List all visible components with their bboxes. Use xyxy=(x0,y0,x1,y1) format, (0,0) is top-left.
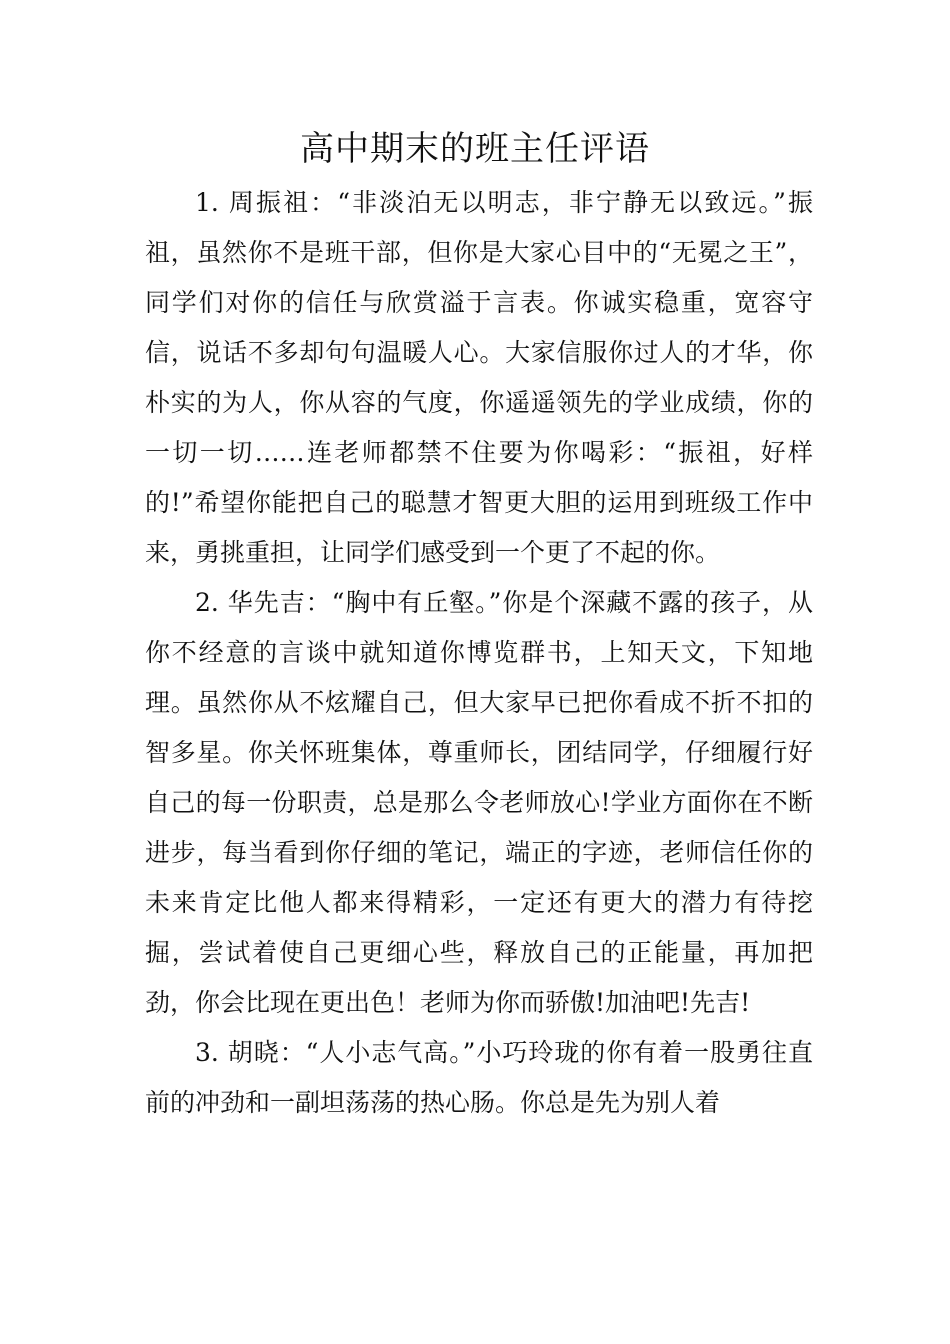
paragraph-2: 2. 华先吉：“胸中有丘壑。”你是个深藏不露的孩子，从你不经意的言谈中就知道你博览群书，上知天文，下知地理。虽然你从不炫耀自己，但大家早已把你看成不折不扣的智多星。你关怀班集体，尊重师长，团结同学，仔细履行好自己的每一份职责，总是那么令老师放心!学业方面你在不断进步，每当看到你仔细的笔记，端正的字迹，老师信任你的未来肯定比他人都来得精彩，一定还有更大的潜力有待挖掘，尝试着使自己更细心些，释放自己的正能量，再加把劲，你会比现在更出色！老师为你而骄傲!加油吧!先吉! xyxy=(145,588,813,1017)
paragraph-3: 3. 胡晓：“人小志气高。”小巧玲珑的你有着一股勇往直前的冲劲和一副坦荡荡的热心肠。你总是先为别人着 xyxy=(145,1038,813,1117)
paragraph-1: 1. 周振祖：“非淡泊无以明志，非宁静无以致远。”振祖，虽然你不是班干部，但你是大家心目中的“无冕之王”，同学们对你的信任与欣赏溢于言表。你诚实稳重，宽容守信，说话不多却句句温暖人心。大家信服你过人的才华，你朴实的为人，你从容的气度，你遥遥领先的学业成绩，你的一切一切……连老师都禁不住要为你喝彩：“振祖，好样的!”希望你能把自己的聪慧才智更大胆的运用到班级工作中来，勇挑重担，让同学们感受到一个更了不起的你。 xyxy=(145,188,813,567)
document-title: 高中期末的班主任评语 xyxy=(300,129,650,169)
document-body xyxy=(145,178,813,1128)
